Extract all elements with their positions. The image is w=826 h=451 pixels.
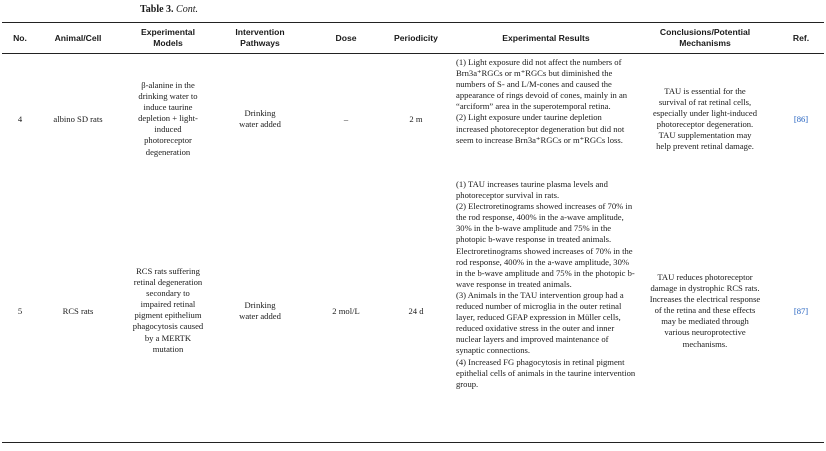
header-conclusions: Conclusions/Potential Mechanisms — [659, 27, 751, 48]
header-animal: Animal/Cell — [54, 32, 102, 43]
row5-dose: 2 mol/L — [332, 306, 360, 316]
row4-results — [456, 57, 636, 146]
row4-model: β-alanine in the drinking water to induce taurine depletion + light- induced photoreceptor degeneration — [138, 80, 198, 157]
row4-no: 4 — [17, 114, 23, 124]
row5-ref-link[interactable]: [87] — [793, 306, 809, 316]
caption-cont: Cont. — [176, 4, 198, 15]
table-caption — [140, 4, 198, 15]
row4-conclusion: TAU is essential for the survival of rat retinal cells, especially under light-induced photoreceptor degeneration. TAU supplementation may help prevent retinal damage. — [652, 86, 758, 152]
row5-model: RCS rats suffering retinal degeneration secondary to impaired retinal pigment epithelium phagocytosis caused by a MERTK mutation — [132, 266, 204, 354]
top-rule — [2, 22, 824, 23]
caption-label: Table 3. — [140, 4, 174, 15]
header-pathways: Intervention Pathways — [235, 27, 285, 48]
row5-conclusion: TAU reduces photoreceptor damage in dystrophic RCS rats. Increases the electrical response of the retina and these effects may be mediated through various neuroprotective mechanisms. — [649, 272, 761, 349]
row4-ref-link[interactable]: [86] — [793, 114, 809, 124]
row5-pathway: Drinking water added — [239, 300, 281, 322]
row4-pathway: Drinking water added — [239, 108, 281, 130]
header-periodicity: Periodicity — [394, 32, 438, 43]
header-dose: Dose — [335, 32, 357, 43]
row5-results — [456, 179, 636, 390]
row4-dose: – — [343, 114, 349, 124]
row5-no: 5 — [17, 306, 23, 316]
row5-periodicity: 24 d — [408, 306, 424, 316]
row5-result-3: (3) Animals in the TAU intervention group had a reduced number of microglia in the outer retinal layer, reduced GFAP expression in Müller cells, reduced oxidative stress in the outer and inner nuclear layers and improved maintenance of synaptic connections. — [456, 289, 624, 356]
row4-animal: albino SD rats — [53, 114, 103, 124]
bottom-rule — [2, 442, 824, 443]
row4-result-1: (1) Light exposure did not affect the numbers of Brn3a⁺RGCs or m⁺RGCs but diminished the numbers of S- and L/M-cones and caused the appearance of rings devoid of cones, mainly in an “arciform” area in the superotemporal retina. — [456, 57, 628, 112]
header-ref: Ref. — [792, 32, 810, 43]
row4-result-2: (2) Light exposure under taurine depletion increased photoreceptor degeneration but did not seem to increase Brn3a⁺RGCs or m⁺RGCs loss. — [456, 112, 625, 145]
row5-animal: RCS rats — [62, 306, 94, 316]
header-no: No. — [13, 32, 27, 43]
header-results: Experimental Results — [502, 32, 590, 43]
header-rule — [2, 53, 824, 54]
header-models: Experimental Models — [141, 27, 195, 48]
row5-result-2: (2) Electroretinograms showed increases of 70% in the rod response, 400% in the a-wave amplitude, 30% in the b-wave amplitude and 75% in the photopic b-wave response in treated animals. Electroretinograms showed increases of 70% in the rod response, 400% in the a-wave amplitude, 30% in the b-wave amplitude and 75% in the photopic b-wave response in treated animals. — [456, 201, 635, 289]
row5-result-4: (4) Increased FG phagocytosis in retinal pigment epithelial cells of animals in the taurine intervention group. — [456, 356, 636, 389]
row4-periodicity: 2 m — [409, 114, 423, 124]
row5-result-1: (1) TAU increases taurine plasma levels and photoreceptor survival in rats. — [456, 179, 608, 201]
